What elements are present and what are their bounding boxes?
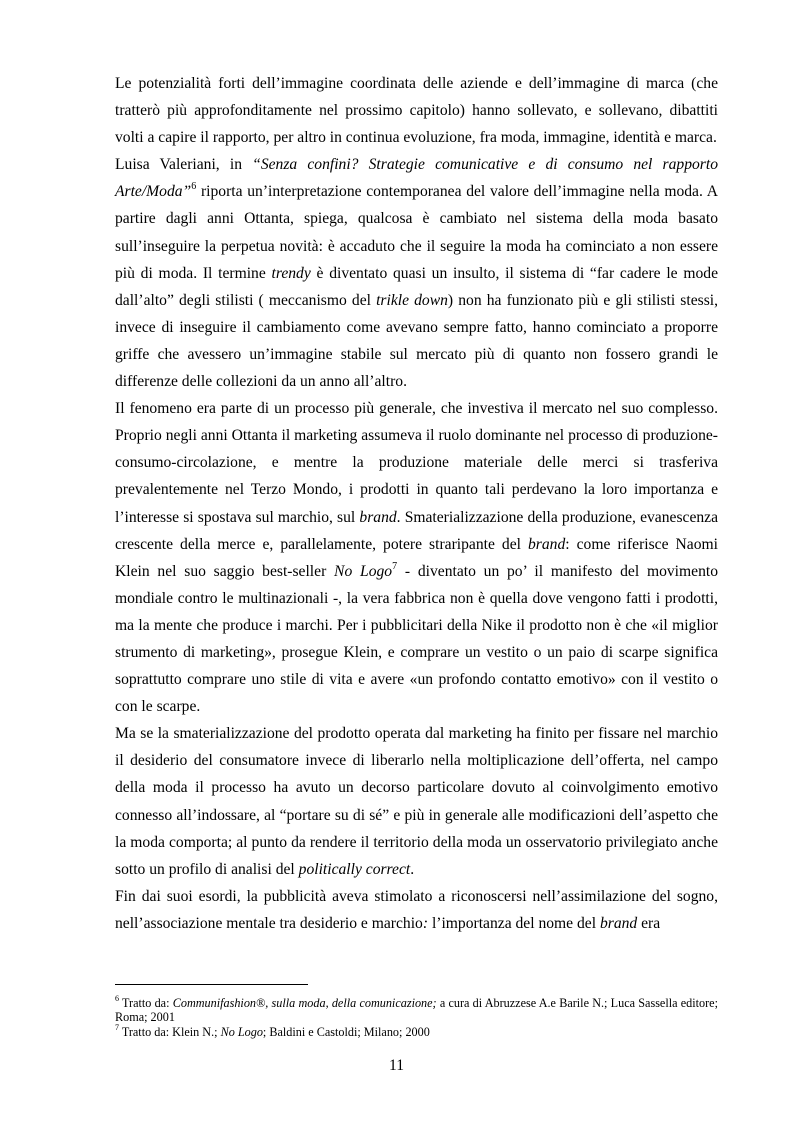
- text-run: : come riferisce Naomi Klein nel suo saggio best-seller: [115, 535, 718, 580]
- text-run: - diventato un po’ il manifesto del movimento mondiale contro le multinazionali -, la vera fabbrica non è quella dove vengono fatti i prodotti, ma la mente che produce i marchi. Per i pubblicitari della Nike il prodotto non è che «il miglior strumento di marketing», prosegue Klein, e comprare un vestito o un paio di scarpe significa soprattutto comprare uno stile di vita e avere «un profondo contatto emotivo» con il vestito o con le scarpe.: [115, 562, 718, 716]
- page-number: 11: [388, 1057, 404, 1074]
- text-run: Fin dai suoi esordi, la pubblicità aveva stimolato a riconoscersi nell’assimilazione del sogno, nell’associazione mentale tra desiderio e marchio: [115, 887, 718, 932]
- paragraph: [115, 883, 718, 937]
- text-run: :: [422, 914, 429, 932]
- italic-term: brand: [599, 914, 638, 932]
- text-run: Luisa Valeriani, in: [115, 156, 253, 174]
- paragraph: Le potenzialità forti dell’immagine coordinata delle aziende e dell’immagine di marca (che tratterò più approfonditamente nel prossimo capitolo) hanno sollevato, e sollevano, dibattiti volti a capire il rapporto, per altro in continua evoluzione, fra moda, immagine, identità e marca.: [115, 75, 718, 147]
- footnote-6: [115, 993, 718, 1025]
- italic-term: brand: [528, 535, 566, 553]
- cited-title: No Logo: [334, 562, 393, 580]
- footnote-number: 6: [115, 993, 119, 1003]
- text-run: riporta un’interpretazione contemporanea del valore dell’immagine nella moda. A partire dagli anni Ottanta, spiega, qualcosa è cambiato nel sistema della moda basato sull’inseguire la perpetua novità: è accaduto che il seguire la moda ha cominciato a non essere più di moda. Il termine: [115, 183, 718, 282]
- text-run: . Smaterializzazione della produzione, evanescenza crescente della merce e, parallelamente, potere straripante del: [115, 508, 719, 553]
- body-text: [115, 70, 718, 937]
- cited-title: Communifashion®, sulla moda, della comunicazione;: [172, 996, 437, 1010]
- footnote-ref: 6: [191, 181, 197, 193]
- paragraph: [115, 395, 718, 720]
- footnote-7: [115, 1022, 718, 1039]
- footnote-number: 7: [115, 1022, 119, 1032]
- text-run: ; Baldini e Castoldi; Milano; 2000: [262, 1024, 430, 1039]
- italic-term: brand: [359, 508, 397, 526]
- text-run: è diventato quasi un insulto, il sistema di “far cadere le mode dall’alto” degli stilisti ( meccanismo del: [115, 264, 718, 309]
- text-run: Tratto da: Klein N.;: [119, 1024, 221, 1039]
- cited-title: No Logo: [220, 1024, 263, 1039]
- italic-term: trendy: [271, 264, 311, 282]
- text-run: Il fenomeno era parte di un processo più generale, che investiva il mercato nel suo complesso. Proprio negli anni Ottanta il marketing assumeva il ruolo dominante nel processo di produzione-consumo-circolazione, e mentre la produzione materiale delle merci si trasferiva prevalentemente nel Terzo Mondo, i prodotti in quanto tali perdevano la loro importanza e l’interesse si spostava sul marchio, sul: [115, 400, 718, 526]
- footnote-ref: 7: [392, 560, 398, 572]
- text-run: ) non ha funzionato più e gli stilisti stessi, invece di inseguire il cambiamento come avevano sempre fatto, hanno cominciato a proporre griffe che avessero un’immagine stabile sul mercato più di quanto non fossero grandi le differenze delle collezioni da un anno all’altro.: [115, 291, 718, 391]
- text-run: .: [410, 860, 415, 878]
- italic-term: trikle down: [376, 291, 448, 309]
- footnote-separator: [115, 984, 308, 985]
- text-run: Ma se la smaterializzazione del prodotto operata dal marketing ha finito per fissare nel marchio il desiderio del consumatore invece di liberarlo nella moltiplicazione dell’offerta, nel campo della moda il processo ha avuto un decorso particolare dovuto al coinvolgimento emotivo connesso all’indossare, al “portare su di sé” e più in generale alle modificazioni dell’aspetto che la moda comporta; al punto da rendere il territorio della moda un osservatorio privilegiato anche sotto un profilo di analisi del: [115, 725, 718, 878]
- text-run: l’importanza del nome del: [428, 914, 600, 932]
- italic-term: politically correct: [298, 860, 411, 878]
- text-run: Tratto da:: [119, 996, 173, 1010]
- paragraph: [115, 720, 718, 883]
- text-run: a cura di Abruzzese A.e Barile N.; Luca Sassella editore; Roma; 2001: [115, 996, 718, 1025]
- text-run: era: [637, 914, 661, 932]
- footnotes: [115, 993, 718, 1039]
- paragraph: [115, 151, 718, 395]
- cited-title: “Senza confini? Strategie comunicative e di consumo nel rapporto Arte/Moda”: [115, 156, 718, 201]
